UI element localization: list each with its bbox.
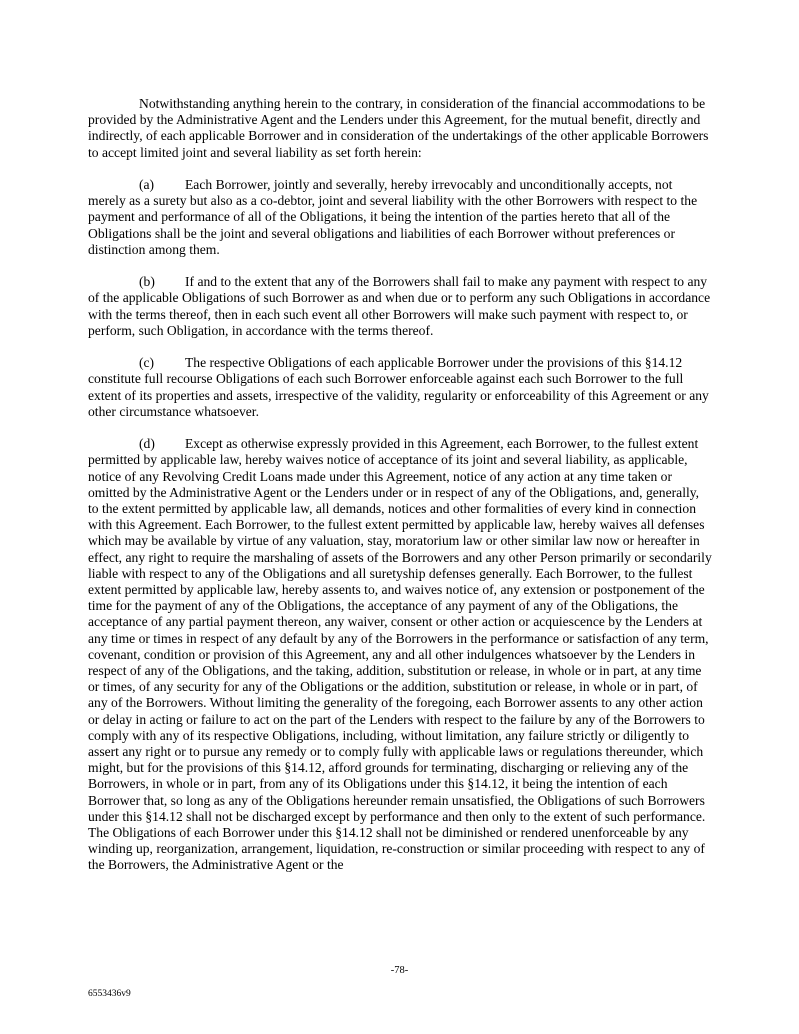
- clause-c-label: (c): [139, 355, 155, 371]
- clause-c-text: The respective Obligations of each applicable Borrower under the provisions of this §14.12 constitute full recourse Obligations of each such Borrower enforceable against each such Borrower to the full extent of its properties and assets, irrespective of the validity, regularity or enforceability of this Agreement or any other circumstance whatsoever.: [88, 355, 709, 419]
- clause-b-text: If and to the extent that any of the Borrowers shall fail to make any payment with respect to any of the applicable Obligations of such Borrower as and when due or to perform any such Obligations in accordance with the terms thereof, then in each such event all other Borrowers will make such payment with respect to, or perform, such Obligation, in accordance with the terms thereof.: [88, 274, 711, 338]
- clause-b-label: (b): [139, 274, 155, 290]
- clause-a: [88, 177, 712, 258]
- clause-a-text: Each Borrower, jointly and severally, hereby irrevocably and unconditionally accepts, not merely as a surety but also as a co-debtor, joint and several liability with the other Borrowers with respect to the payment and performance of all of the Obligations, it being the intention of the parties hereto that all of the Obligations shall be the joint and several obligations and liabilities of each Borrower without preferences or distinction among them.: [88, 177, 698, 257]
- clause-d: [88, 436, 712, 873]
- clause-b: [88, 274, 712, 339]
- document-id: 6553436v9: [88, 989, 131, 999]
- clause-d-label: (d): [139, 436, 155, 452]
- clause-d-text: Except as otherwise expressly provided in this Agreement, each Borrower, to the fullest extent permitted by applicable law, hereby waives notice of acceptance of its joint and several liability, as applicable, notice of any Revolving Credit Loans made under this Agreement, notice of any action at any time taken or omitted by the Administrative Agent or the Lenders under or in respect of any of the Obligations, and, generally, to the extent permitted by applicable law, all demands, notices and other formalities of every kind in connection with this Agreement. Each Borrower, to the fullest extent permitted by applicable law, hereby waives all defenses which may be available by virtue of any valuation, stay, moratorium law or other similar law now or hereafter in effect, any right to require the marshaling of assets of the Borrowers and any other Person primarily or secondarily liable with respect to any of the Obligations and all suretyship defenses generally. Each Borrower, to the fullest extent permitted by applicable law, hereby assents to, and waives notice of, any extension or postponement of the time for the payment of any of the Obligations, the acceptance of any payment of any of the Obligations, the acceptance of any partial payment thereon, any waiver, consent or other action or acquiescence by the Lenders at any time or times in respect of any default by any of the Borrowers in the performance or satisfaction of any term, covenant, condition or provision of this Agreement, any and all other indulgences whatsoever by the Lenders in respect of any of the Obligations, and the taking, addition, substitution or release, in whole or in part, at any time or times, of any security for any of the Obligations or the addition, substitution or release, in whole or in part, of any of the Borrowers. Without limiting the generality of the foregoing, each Borrower assents to any other action or delay in acting or failure to act on the part of the Lenders with respect to the failure by any of the Borrowers to comply with any of its respective Obligations, including, without limitation, any failure strictly or diligently to assert any right or to pursue any remedy or to comply fully with applicable laws or regulations thereunder, which might, but for the provisions of this §14.12, afford grounds for terminating, discharging or relieving any of the Borrowers, in whole or in part, from any of its Obligations under this §14.12, it being the intention of each Borrower that, so long as any of the Obligations hereunder remain unsatisfied, the Obligations of such Borrowers under this §14.12 shall not be discharged except by performance and then only to the extent of such performance. The Obligations of each Borrower under this §14.12 shall not be diminished or rendered unenforceable by any winding up, reorganization, arrangement, liquidation, re-construction or similar proceeding with respect to any of the Borrowers, the Administrative Agent or the: [88, 436, 712, 873]
- clause-a-label: (a): [139, 177, 155, 192]
- page-number: -78-: [390, 965, 409, 976]
- clause-c: [88, 355, 712, 420]
- document-body: [88, 96, 712, 890]
- intro-paragraph: Notwithstanding anything herein to the contrary, in consideration of the financial accommodations to be provided by the Administrative Agent and the Lenders under this Agreement, for the mutual benefit, directly and indirectly, of each applicable Borrower and in consideration of the undertakings of the other applicable Borrowers to accept limited joint and several liability as set forth herein:: [88, 96, 709, 160]
